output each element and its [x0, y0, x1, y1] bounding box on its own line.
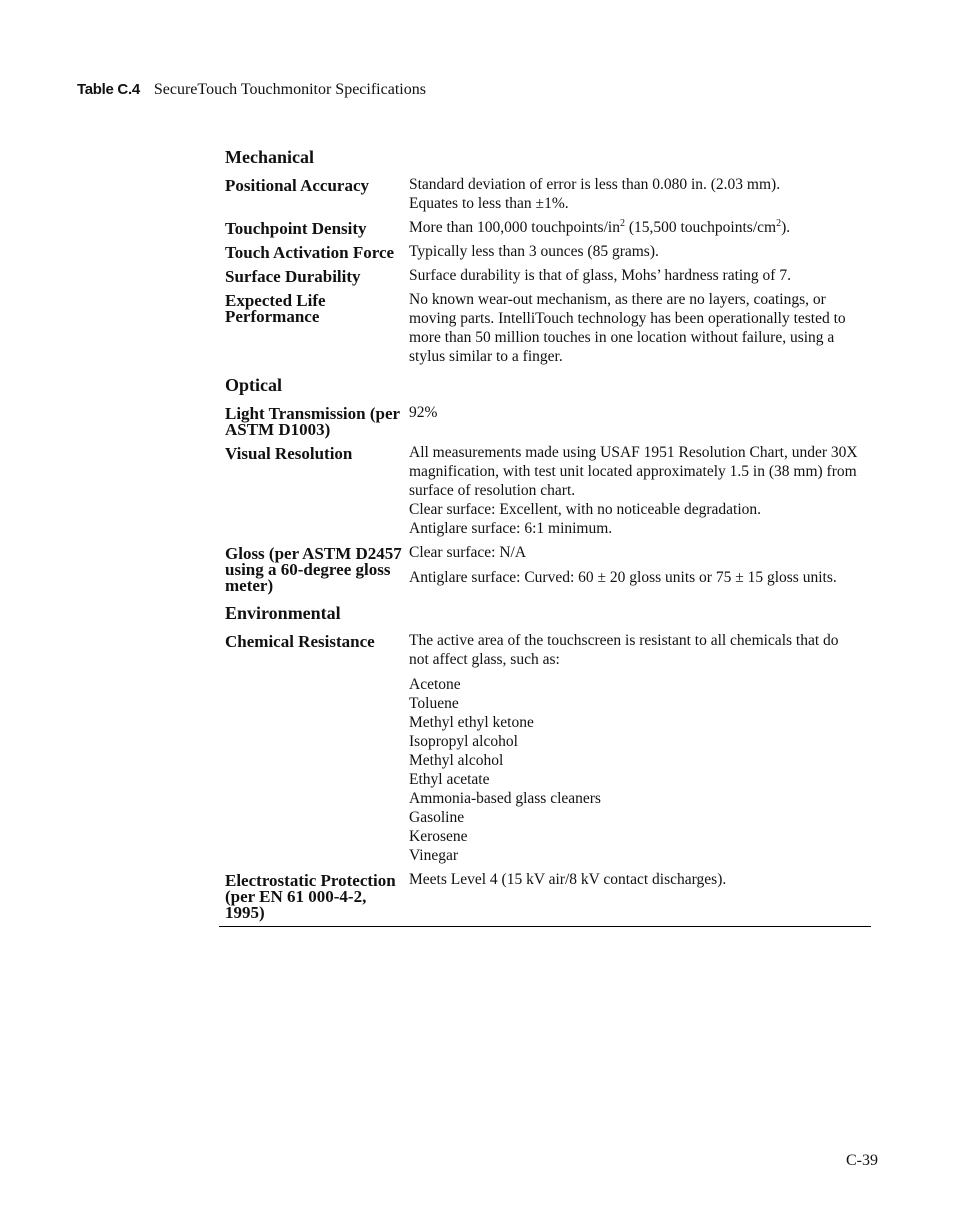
- spec-value-line: Standard deviation of error is less than 0.080 in. (2.03 mm).: [409, 176, 781, 193]
- spec-row-light-transmission: [219, 403, 871, 438]
- table-number: Table C.4: [77, 81, 140, 98]
- spec-label: Light Transmission (per ASTM D1003): [225, 404, 400, 439]
- spec-value: No known wear-out mechanism, as there are no layers, coatings, or moving parts. IntelliTouch technology has been operationally tested to more than 50 million touches in one location without failure, using a stylus similar to a finger.: [409, 291, 846, 365]
- table-caption: [77, 81, 426, 99]
- spec-value: Meets Level 4 (15 kV air/8 kV contact discharges).: [409, 871, 727, 888]
- spec-row-expected-life: [219, 290, 871, 366]
- spec-table: [219, 146, 871, 927]
- spec-value: Typically less than 3 ounces (85 grams).: [409, 243, 659, 260]
- spec-label: Expected Life Performance: [225, 291, 326, 326]
- spec-value-text: ).: [781, 219, 791, 236]
- spec-label: Surface Durability: [225, 267, 361, 286]
- spec-row-visual-resolution: [219, 443, 871, 538]
- spec-label: Touchpoint Density: [225, 219, 367, 238]
- spec-label: Touch Activation Force: [225, 243, 395, 262]
- spec-value-line: Antiglare surface: Curved: 60 ± 20 gloss units or 75 ± 15 gloss units.: [409, 569, 837, 586]
- spec-row-chemical-resistance: [219, 631, 871, 865]
- list-item: Ethyl acetate: [409, 771, 490, 788]
- spec-value-text: More than 100,000 touchpoints/in: [409, 219, 620, 236]
- page-number: C-39: [846, 1152, 878, 1169]
- list-item: Methyl alcohol: [409, 752, 504, 769]
- spec-row-touchpoint-density: [219, 218, 871, 237]
- spec-value: [409, 218, 871, 237]
- superscript: 2: [776, 217, 782, 229]
- spec-value: [409, 443, 871, 538]
- list-item: Ammonia-based glass cleaners: [409, 790, 601, 807]
- spec-label: Chemical Resistance: [225, 632, 375, 651]
- spec-value-line: Clear surface: N/A: [409, 544, 527, 561]
- spec-row-surface-durability: [219, 266, 871, 285]
- list-item: Toluene: [409, 695, 459, 712]
- spec-value-text: (15,500 touchpoints/cm: [624, 219, 777, 236]
- list-item: Vinegar: [409, 847, 458, 864]
- spec-label: Electrostatic Protection (per EN 61 000-4-2, 1995): [225, 871, 396, 922]
- list-item: Acetone: [409, 676, 461, 693]
- section-heading-mechanical: Mechanical: [225, 147, 314, 167]
- chemical-list: [409, 675, 861, 865]
- spec-value: [409, 631, 871, 865]
- spec-label: Gloss (per ASTM D2457 using a 60-degree gloss meter): [225, 544, 402, 595]
- spec-value: [409, 175, 871, 213]
- list-item: Kerosene: [409, 828, 468, 845]
- spec-value-line: Equates to less than ±1%.: [409, 195, 569, 212]
- spec-value-line: Clear surface: Excellent, with no noticeable degradation.: [409, 501, 762, 518]
- list-item: Isopropyl alcohol: [409, 733, 518, 750]
- spec-value-line: Antiglare surface: 6:1 minimum.: [409, 520, 613, 537]
- table-title: SecureTouch Touchmonitor Specifications: [153, 81, 426, 98]
- superscript: 2: [619, 217, 625, 229]
- section-heading-optical: Optical: [225, 375, 282, 395]
- list-item: Methyl ethyl ketone: [409, 714, 534, 731]
- spec-row-gloss: [219, 543, 871, 594]
- spec-value: Surface durability is that of glass, Mohs’ hardness rating of 7.: [409, 267, 791, 284]
- spec-label: Positional Accuracy: [225, 176, 370, 195]
- section-heading-environmental: Environmental: [225, 603, 341, 623]
- spec-value: [409, 543, 871, 594]
- spec-row-activation-force: [219, 242, 871, 261]
- spec-value-line: All measurements made using USAF 1951 Resolution Chart, under 30X magnification, with test unit located approximately 1.5 in (38 mm) from surface of resolution chart.: [409, 444, 858, 499]
- spec-label: Visual Resolution: [225, 444, 353, 463]
- spec-value: 92%: [409, 404, 438, 421]
- spec-row-positional-accuracy: [219, 175, 871, 213]
- spec-row-electrostatic: [219, 870, 871, 921]
- list-item: Gasoline: [409, 809, 465, 826]
- spec-value-line: The active area of the touchscreen is resistant to all chemicals that do not affect glass, such as:: [409, 632, 839, 668]
